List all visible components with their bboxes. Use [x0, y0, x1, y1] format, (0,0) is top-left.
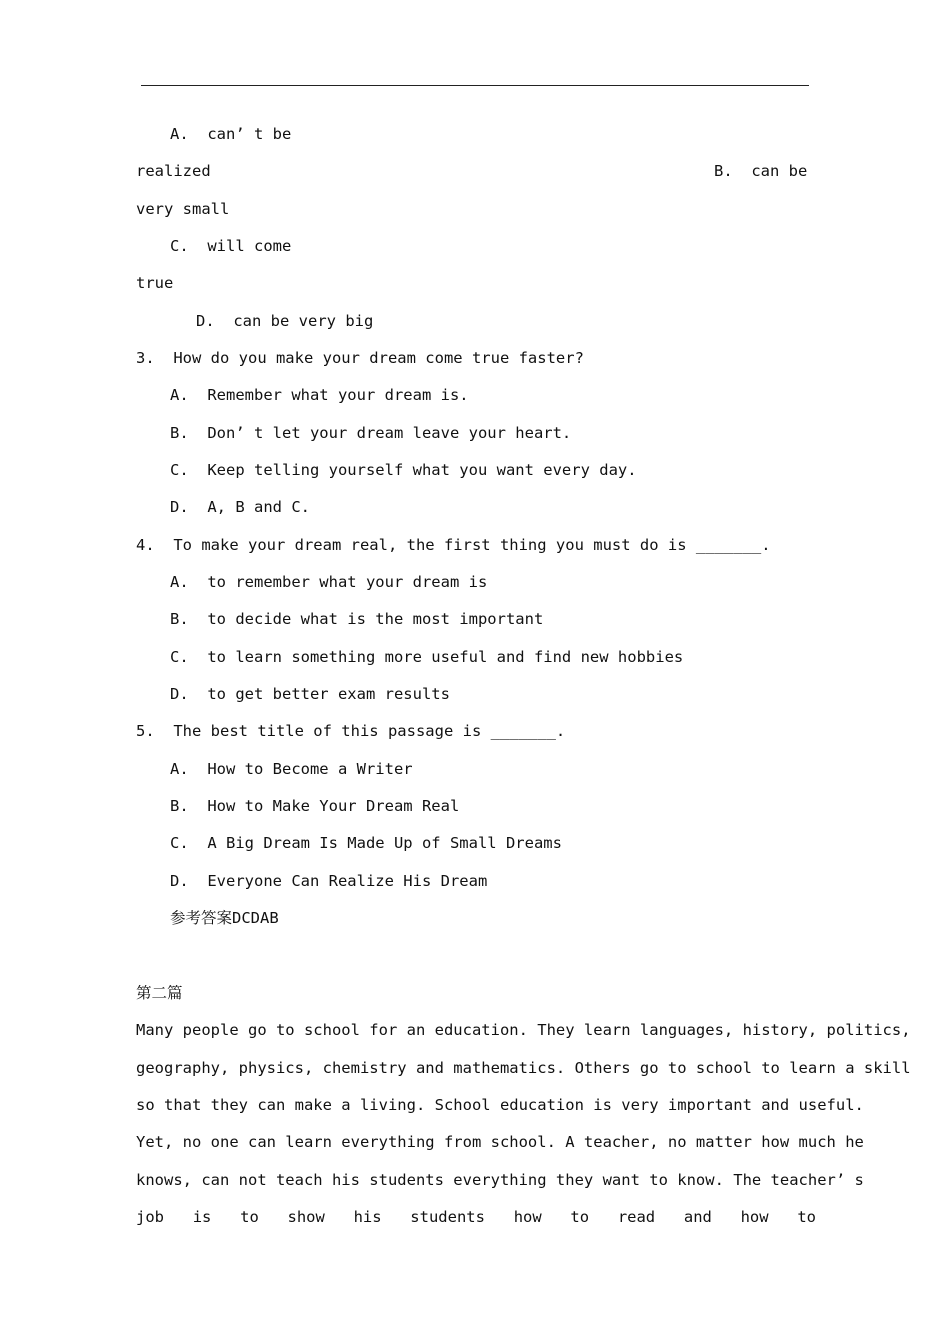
q2-option-d-text: can be very big — [233, 312, 374, 330]
q5-stem: 5. The best title of this passage is _______. — [136, 722, 566, 740]
q3-option-a: A. Remember what your dream is. — [170, 386, 469, 404]
passage-line-4: Yet, no one can learn everything from school. A teacher, no matter how much he — [136, 1133, 864, 1151]
q2-option-c-label: C. — [170, 237, 189, 255]
q2-option-a — [170, 124, 291, 144]
q2-option-b-text: can be — [751, 162, 808, 180]
q2-option-b — [714, 161, 807, 181]
passage-line-2: geography, physics, chemistry and mathematics. Others go to school to learn a skill — [136, 1059, 911, 1077]
q4-option-a: A. to remember what your dream is — [170, 573, 488, 591]
q2-option-c-text: will come — [207, 237, 292, 255]
q3-stem: 3. How do you make your dream come true faster? — [136, 349, 584, 367]
q5-option-c: C. A Big Dream Is Made Up of Small Dreams — [170, 834, 562, 852]
q2-option-d-label: D. — [196, 312, 215, 330]
passage-line-3: so that they can make a living. School education is very important and useful. — [136, 1096, 864, 1114]
q4-option-c: C. to learn something more useful and find new hobbies — [170, 648, 684, 666]
passage-line-6: job is to show his students how to read and how to — [136, 1208, 816, 1226]
answer-key: 参考答案DCDAB — [170, 909, 279, 927]
q2-option-b-wrap: very small — [136, 200, 230, 218]
q5-option-b: B. How to Make Your Dream Real — [170, 797, 460, 815]
q2-option-d — [196, 311, 373, 331]
q4-stem: 4. To make your dream real, the first thing you must do is _______. — [136, 536, 771, 554]
header-rule — [141, 85, 809, 86]
q3-option-b: B. Don’ t let your dream leave your heart. — [170, 424, 572, 442]
q2-option-b-label: B. — [714, 162, 733, 180]
q2-option-a-text: can’ t be — [207, 125, 292, 143]
q2-option-a-wrap: realized — [136, 162, 211, 180]
passage-line-1: Many people go to school for an education. They learn languages, history, politics, — [136, 1021, 911, 1039]
q5-option-d: D. Everyone Can Realize His Dream — [170, 872, 488, 890]
q2-option-c — [170, 236, 291, 256]
q4-option-b: B. to decide what is the most important — [170, 610, 544, 628]
q4-option-d: D. to get better exam results — [170, 685, 450, 703]
q2-option-a-label: A. — [170, 125, 189, 143]
section-title: 第二篇 — [136, 984, 183, 1002]
passage-line-5: knows, can not teach his students everything they want to know. The teacher’ s — [136, 1171, 864, 1189]
q2-option-c-wrap: true — [136, 274, 174, 292]
q5-option-a: A. How to Become a Writer — [170, 760, 413, 778]
q3-option-d: D. A, B and C. — [170, 498, 310, 516]
q3-option-c: C. Keep telling yourself what you want every day. — [170, 461, 637, 479]
